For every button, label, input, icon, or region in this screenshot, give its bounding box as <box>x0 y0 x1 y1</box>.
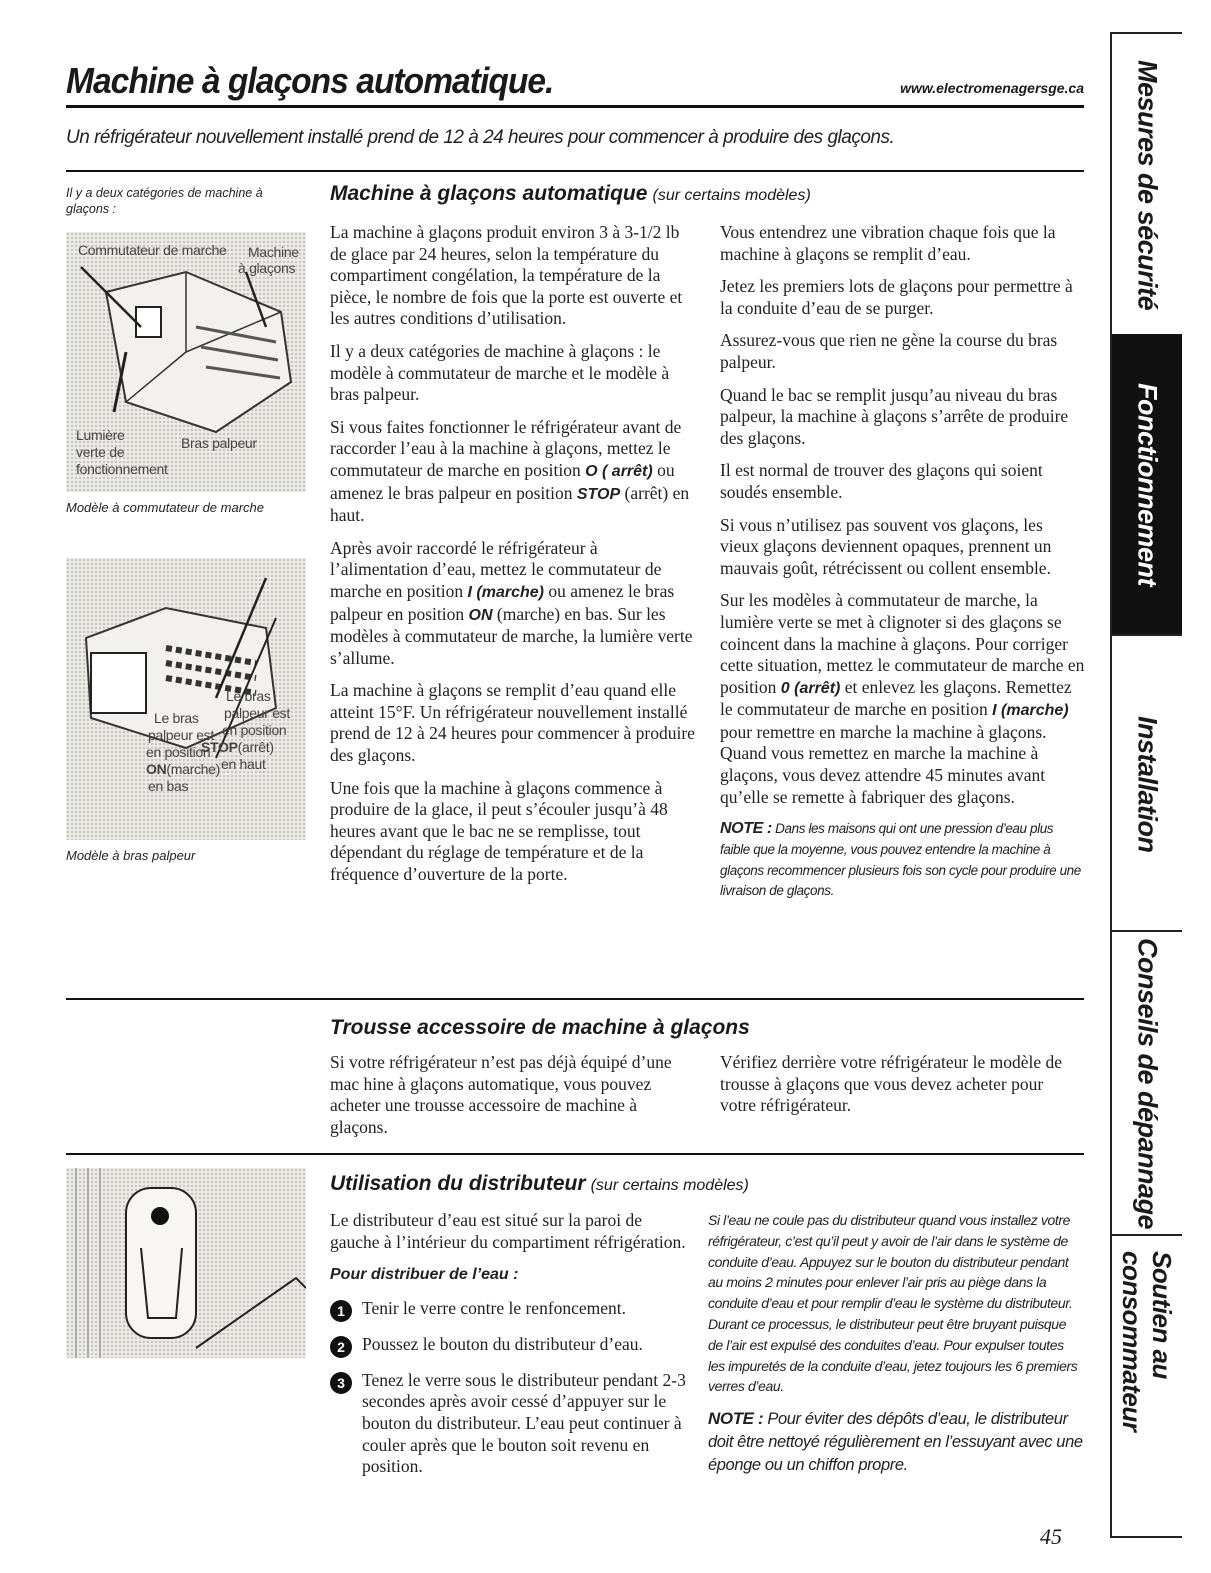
label-arm-up-3: en position <box>222 722 287 738</box>
step-text: Poussez le bouton du distributeur d’eau. <box>362 1333 643 1354</box>
section1-col2 <box>720 222 1085 913</box>
label-arm-up-5: en haut <box>221 756 266 772</box>
step-number: 1 <box>330 1300 352 1322</box>
paragraph: Assurez-vous que rien ne gène la course du bras palpeur. <box>720 330 1058 372</box>
tab-label: Installation <box>1132 715 1163 853</box>
paragraph: Il y a deux catégories de machine à glaçons : le modèle à commutateur de marche et le modèle à bras palpeur. <box>330 340 670 405</box>
tab-label: Conseils de dépannage <box>1132 938 1163 1230</box>
section-rule <box>66 1153 1084 1155</box>
tab-label: Soutien au consommateur <box>1117 1251 1177 1432</box>
label-arm-down-4: ON(marche) <box>146 761 221 777</box>
label-arm-down-3: en position <box>146 744 211 760</box>
label-machine: Machine <box>248 244 299 260</box>
section3-title-note: (sur certains modèles) <box>590 1177 749 1194</box>
step-number: 3 <box>330 1372 352 1394</box>
section1-title-note: (sur certains modèles) <box>652 187 811 204</box>
paragraph: Le distributeur d’eau est situé sur la paroi de gauche à l’intérieur du compartiment réfrigération. <box>330 1210 686 1252</box>
step-text: Tenir le verre contre le renfoncement. <box>362 1297 627 1318</box>
switch-model-caption: Modèle à commutateur de marche <box>66 500 264 515</box>
tab-fonctionnement[interactable] <box>1110 334 1182 634</box>
step-3 <box>330 1370 690 1478</box>
label-arm-up-1: Le bras <box>226 688 271 704</box>
section1-note: NOTE : Dans les maisons qui ont une pression d’eau plus faible que la moyenne, vous pouvez entendre la machine à glaçons recommencer plusieurs fois son cycle pour produire une livraison de glaçons. <box>720 820 1081 899</box>
paragraph: Il est normal de trouver des glaçons qui soient soudés ensemble. <box>720 460 1043 502</box>
section3-title: Utilisation du distributeur <box>330 1172 586 1195</box>
step-text: Tenez le verre sous le distributeur pendant 2-3 secondes après avoir cessé d’appuyer sur le bouton du distributeur. L’eau peut continuer à couler après que le bouton soit revenu en position. <box>362 1369 686 1477</box>
dispense-subhead: Pour distribuer de l’eau : <box>330 1266 519 1284</box>
section2-col2: Vérifiez derrière votre réfrigérateur le modèle de trousse à glaçons que vous devez acheter pour votre réfrigérateur. <box>720 1052 1063 1116</box>
section2-title: Trousse accessoire de machine à glaçons <box>330 1016 750 1039</box>
paragraph: La machine à glaçons se remplit d’eau quand elle atteint 15°F. Un réfrigérateur nouvellement installé prend de 12 à 24 heures pour commencer à produire des glaçons. <box>330 680 695 766</box>
label-machine-2: à glaçons <box>238 260 296 276</box>
paragraph: Jetez les premiers lots de glaçons pour permettre à la conduite d’eau de se purger. <box>720 276 1073 318</box>
paragraph: Sur les modèles à commutateur de marche, la lumière verte se met à clignoter si des glaçons se coincent dans la machine à glaçons. Pour corriger cette situation, mettez le commutateur de marche en position 0 (arrêt) et enlevez les glaçons. Remettez le commutateur de marche en position I (marche) pour remettre en marche la machine à glaçons. Quand vous remettez en marche la machine à glaçons, vous devez attendre 45 minutes avant qu’elle se remette à fabriquer des glaçons. <box>720 590 1085 807</box>
section3-heading <box>330 1172 749 1196</box>
sidebar-note: Il y a deux catégories de machine à glaçons : <box>66 186 263 216</box>
tab-label: Mesures de sécurité <box>1132 59 1163 311</box>
label-bras: Bras palpeur <box>181 435 257 451</box>
label-arm-down-5: en bas <box>148 778 189 794</box>
paragraph: Si vous n’utilisez pas souvent vos glaçons, les vieux glaçons deviennent opaques, prennent un mauvais goût, rétrécissent ou collent ensemble. <box>720 514 1052 578</box>
dispenser-figure <box>66 1168 306 1358</box>
paragraph: Si vous faites fonctionner le réfrigérateur avant de raccorder l’eau à la machine à glaçons, mettez le commutateur de marche en position O ( arrêt) ou amenez le bras palpeur en position STOP (arrêt) en haut. <box>330 416 690 526</box>
step-number: 2 <box>330 1336 352 1358</box>
tab-label: Fonctionnement <box>1132 382 1163 586</box>
dispenser-note: Si l’eau ne coule pas du distributeur quand vous installez votre réfrigérateur, c’est qu’il peut y avoir de l’air dans le système de conduite d’eau. Appuyez sur le bouton du distributeur pendant au moins 2 minutes pour enlever l’air pris au piège dans la conduite d’eau et pour remplir d’eau le système du distributeur. Durant ce processus, le distributeur peut être bruyant puisque de l’air est expulsé des conduites d’eau. Pour expulser toutes les impuretés de la conduite d’eau, jetez toujours les 6 premiers verres d’eau. <box>708 1212 1078 1395</box>
tab-conseils-de-depannage[interactable] <box>1110 930 1182 1236</box>
subtitle-rule <box>66 170 1084 172</box>
header-rule <box>66 105 1084 108</box>
label-arm-up-4: STOP(arrêt) <box>201 739 274 755</box>
tab-mesures-de-securite[interactable] <box>1110 32 1182 336</box>
step-2 <box>330 1334 690 1358</box>
section1-title: Machine à glaçons automatique <box>330 182 648 205</box>
paragraph: La machine à glaçons produit environ 3 à 3-1/2 lb de glace par 24 heures, selon la température du compartiment congélation, la température de la pièce, le nombre de fois que la porte est ouverte et les autres conditions d’utilisation. <box>330 222 683 329</box>
label-arm-up-2: palpeur est <box>224 705 290 721</box>
page-title: Machine à glaçons automatique. <box>66 60 554 101</box>
tab-installation[interactable] <box>1110 634 1182 932</box>
label-verte: verte de <box>76 444 125 460</box>
paragraph: Après avoir raccordé le réfrigérateur à l’alimentation d’eau, mettez le commutateur de marche en position I (marche) ou amenez le bras palpeur en position ON (marche) en bas. Sur les modèles à commutateur de marche, la lumière verte s’allume. <box>330 537 693 668</box>
water-dispenser-illustration <box>66 1168 306 1358</box>
website-url: www.electromenagersge.ca <box>900 80 1084 96</box>
section1-heading <box>330 182 811 206</box>
step-1 <box>330 1298 690 1322</box>
paragraph: Vous entendrez une vibration chaque fois que la machine à glaçons se remplit d’eau. <box>720 222 1056 264</box>
paragraph: Quand le bac se remplit jusqu’au niveau du bras palpeur, la machine à glaçons s’arrête de produire des glaçons. <box>720 384 1069 448</box>
label-arm-down-1: Le bras <box>154 710 199 726</box>
page-number: 45 <box>1040 1524 1062 1549</box>
section-rule <box>66 998 1084 1000</box>
label-fonctionnement: fonctionnement <box>76 461 168 477</box>
switch-model-figure <box>66 232 306 492</box>
section1-col1 <box>330 222 695 897</box>
arm-model-figure <box>66 558 306 840</box>
label-commutateur: Commutateur de marche <box>78 242 227 258</box>
label-arm-down-2: palpeur est <box>148 727 214 743</box>
tab-soutien-au-consommateur[interactable] <box>1110 1234 1182 1538</box>
dispenser-cleaning-note: NOTE : Pour éviter des dépôts d’eau, le distributeur doit être nettoyé régulièrement en l’essuyant avec une éponge ou un chiffon propre. <box>708 1409 1083 1475</box>
section3-col2 <box>708 1210 1083 1477</box>
label-lumiere: Lumière <box>76 427 125 443</box>
section2-col1: Si votre réfrigérateur n’est pas déjà équipé d’une mac hine à glaçons automatique, vous pouvez acheter une trousse accessoire de machine à glaçons. <box>330 1052 672 1137</box>
section3-col1 <box>330 1210 690 1490</box>
paragraph: Une fois que la machine à glaçons commence à produire de la glace, il peut s’écouler jusqu’à 48 heures avant que le bac ne se remplisse, tout dépendant du réglage de température et de la fréquence d’ouverture de la porte. <box>330 777 668 885</box>
page-subtitle: Un réfrigérateur nouvellement installé prend de 12 à 24 heures pour commencer à produire des glaçons. <box>66 127 895 148</box>
arm-model-caption: Modèle à bras palpeur <box>66 848 196 863</box>
